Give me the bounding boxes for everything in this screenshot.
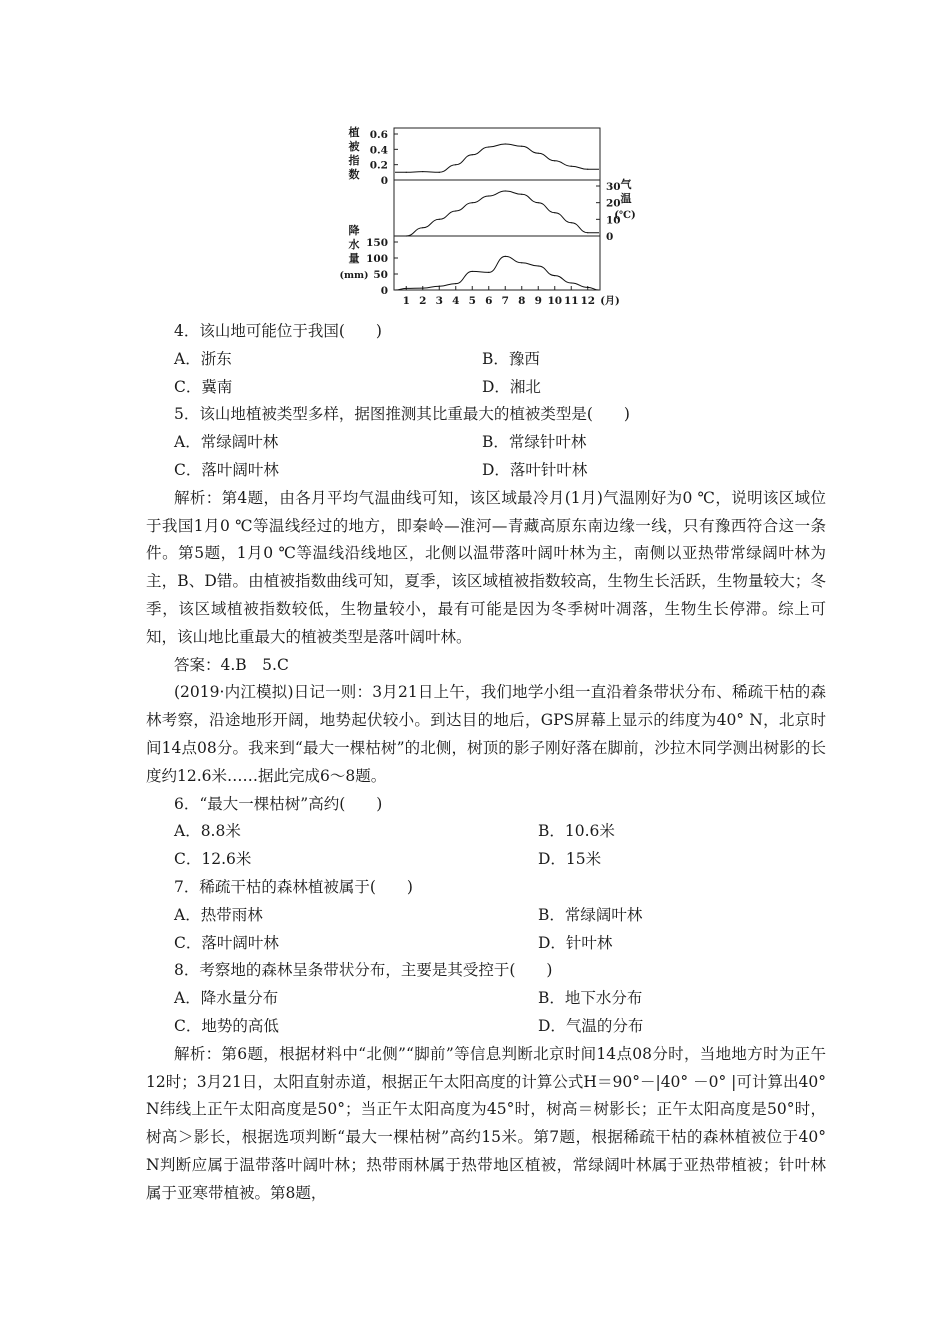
month-tick-label: 8: [518, 295, 526, 307]
precipitation-point: [554, 275, 555, 276]
option-b[interactable]: B．常绿针叶林: [482, 433, 587, 452]
analysis-6-8: 解析：第6题，根据材料中“北侧”“脚前”等信息判断北京时间14点08分时，当地地方时为正午12时；3月21日，太阳直射赤道，根据正午太阳高度的计算公式H＝90°－|40° －0° |可计算出40° N纬线上正午太阳高度是50°；当正午太阳高度为45°时，树高＝树影长；正午太阳高度是50°时，树高＞影长，根据选项判断“最大一棵枯树”高约15米。第7题，根据稀疏干枯的森林植被位于40° N判断应属于温带落叶阔叶林；热带雨林属于热带地区植被，常绿阔叶林属于亚热带植被；针叶林属于亚寒带植被。第8题，: [146, 1044, 826, 1202]
veg-axis-label: 数: [348, 168, 360, 181]
option-b[interactable]: B．常绿阔叶林: [538, 905, 643, 924]
precipitation-point: [472, 271, 473, 272]
option-a[interactable]: A．常绿阔叶林: [174, 433, 279, 452]
vegetation-index-line: [395, 144, 599, 172]
veg-tick-label: 0: [380, 175, 388, 187]
precip-tick-label: 100: [366, 253, 388, 265]
temperature-point: [554, 212, 555, 213]
month-axis-unit: (月): [600, 296, 620, 307]
climate-vegetation-figure: [338, 118, 638, 316]
plot-frame: [394, 128, 600, 290]
question-7-stem: 7．稀疏干枯的森林植被属于( ): [174, 877, 413, 896]
temp-axis-label: 气: [620, 178, 632, 191]
precipitation-line: [395, 256, 599, 290]
question-6-stem: 6．“最大一棵枯树”高约( ): [174, 794, 383, 813]
temperature-point: [472, 202, 473, 203]
vegetation-index-point: [439, 172, 440, 173]
option-b[interactable]: B．10.6米: [538, 822, 615, 841]
vegetation-index-point: [406, 172, 407, 173]
vegetation-index-point: [488, 146, 489, 147]
question-4-options-row-1: [146, 346, 826, 374]
vegetation-index-point: [554, 160, 555, 161]
month-tick-label: 2: [419, 295, 427, 307]
temperature-point: [488, 195, 489, 196]
precip-tick-label: 150: [366, 237, 388, 249]
option-d[interactable]: D．气温的分布: [538, 1016, 644, 1035]
temp-tick-label: 20: [606, 197, 621, 210]
precipitation-point: [488, 272, 489, 273]
option-a[interactable]: A．浙东: [174, 349, 232, 368]
temperature-point: [571, 222, 572, 223]
question-8-options-row-1: [146, 985, 826, 1013]
precip-axis-unit: (mm): [339, 270, 369, 281]
precip-axis-label: 量: [348, 252, 360, 265]
precipitation-point: [521, 262, 522, 263]
option-d[interactable]: D．针叶林: [538, 933, 613, 952]
option-c[interactable]: C．冀南: [174, 377, 233, 396]
question-4-options-row-2: [146, 374, 826, 402]
question-6-options-row-2: [146, 846, 826, 874]
temp-tick-label: 0: [606, 231, 614, 243]
vegetation-index-point: [571, 166, 572, 167]
question-7-options-row-2: [146, 930, 826, 958]
vegetation-index-point: [455, 164, 456, 165]
temp-axis-unit: (℃): [614, 210, 636, 221]
option-a[interactable]: A．8.8米: [174, 822, 241, 841]
temp-tick-label: 30: [606, 181, 621, 193]
precipitation-point: [587, 287, 588, 288]
month-tick-label: 12: [580, 295, 596, 307]
vegetation-index-point: [505, 143, 506, 144]
month-tick-label: 3: [435, 295, 443, 307]
month-tick-label: 5: [468, 295, 476, 307]
veg-axis-label: 指: [348, 154, 360, 167]
temperature-line: [395, 191, 599, 236]
vegetation-index-point: [587, 169, 588, 170]
precipitation-point: [455, 283, 456, 284]
option-a[interactable]: A．降水量分布: [174, 989, 279, 1008]
option-d[interactable]: D．湘北: [482, 377, 541, 396]
analysis-4-5: 解析：第4题，由各月平均气温曲线可知，该区域最冷月(1月)气温刚好为0 ℃，说明该区域位于我国1月0 ℃等温线经过的地方，即秦岭—淮河—青藏高原东南边缘一线，只有豫西符合这一条件。第5题，1月0 ℃等温线沿线地区，北侧以温带落叶阔叶林为主，南侧以亚热带常绿阔叶林为主，B、D错。由植被指数曲线可知，夏季，该区域植被指数较高，生物生长活跃，生物量较大；冬季，该区域植被指数较低，生物量较小，最有可能是因为冬季树叶凋落，生物生长停滞。综上可知，该山地比重最大的植被类型是落叶阔叶林。: [146, 488, 826, 646]
temperature-point: [587, 232, 588, 233]
question-5-options-row-1: [146, 429, 826, 457]
content: [146, 318, 826, 1208]
temperature-point: [505, 190, 506, 191]
precipitation-point: [422, 287, 423, 288]
temperature-point: [521, 194, 522, 195]
precip-tick-label: 50: [373, 269, 388, 281]
precip-axis-label: 降: [348, 224, 360, 237]
month-tick-label: 6: [485, 295, 493, 307]
month-tick-label: 7: [501, 295, 509, 307]
chart-svg: [338, 118, 638, 316]
temperature-point: [455, 210, 456, 211]
temperature-point: [422, 227, 423, 228]
precipitation-point: [538, 265, 539, 266]
vegetation-index-point: [538, 153, 539, 154]
month-tick-label: 4: [452, 295, 460, 307]
option-c[interactable]: C．落叶阔叶林: [174, 460, 279, 479]
veg-axis-label: 植: [348, 126, 360, 139]
vegetation-index-point: [472, 154, 473, 155]
option-c[interactable]: C．地势的高低: [174, 1016, 279, 1035]
question-4-stem: 4．该山地可能位于我国( ): [174, 322, 382, 340]
veg-axis-label: 被: [348, 140, 360, 153]
veg-tick-label: 0.6: [369, 129, 388, 141]
month-tick-label: 9: [534, 295, 542, 307]
month-tick-label: 11: [563, 295, 579, 307]
question-8-stem: 8．考察地的森林呈条带状分布，主要是其受控于( ): [174, 961, 553, 980]
month-tick-label: 1: [402, 295, 410, 307]
option-c[interactable]: C．落叶阔叶林: [174, 933, 279, 952]
answer-4-5: 答案：4.B 5.C: [174, 655, 289, 674]
temp-axis-label: 温: [620, 192, 632, 205]
temp-tick-label: 10: [606, 214, 621, 227]
question-6-options-row-1: [146, 818, 826, 846]
precipitation-point: [439, 286, 440, 287]
precipitation-point: [406, 288, 407, 289]
question-7-options-row-1: [146, 902, 826, 930]
question-8-options-row-2: [146, 1013, 826, 1041]
veg-tick-label: 0.4: [369, 144, 388, 157]
precip-tick-label: 0: [380, 285, 388, 297]
option-b[interactable]: B．地下水分布: [538, 989, 643, 1008]
temperature-point: [538, 202, 539, 203]
temperature-point: [406, 235, 407, 236]
temperature-point: [439, 219, 440, 220]
veg-tick-label: 0.2: [369, 159, 388, 172]
option-a[interactable]: A．热带雨林: [174, 905, 263, 924]
question-5-options-row-2: [146, 457, 826, 485]
vegetation-index-point: [422, 171, 423, 172]
question-5-stem: 5．该山地植被类型多样，据图推测其比重最大的植被类型是( ): [174, 405, 630, 424]
precipitation-point: [505, 256, 506, 257]
precipitation-point: [571, 282, 572, 283]
option-b[interactable]: B．豫西: [482, 349, 540, 368]
month-tick-label: 10: [547, 295, 563, 307]
precip-axis-label: 水: [348, 238, 360, 251]
option-d[interactable]: D．落叶针叶林: [482, 460, 588, 479]
option-d[interactable]: D．15米: [538, 850, 602, 869]
vegetation-index-point: [521, 146, 522, 147]
material-text: (2019·内江模拟)日记一则：3月21日上午，我们地学小组一直沿着条带状分布、稀疏干枯的森林考察，沿途地形开阔，地势起伏较小。到达目的地后，GPS屏幕上显示的纬度为40° N，北京时间14点08分。我来到“最大一棵枯树”的北侧，树顶的影子刚好落在脚前，沙拉木同学测出树影的长度约12.6米……据此完成6～8题。: [146, 683, 826, 785]
option-c[interactable]: C．12.6米: [174, 850, 252, 869]
